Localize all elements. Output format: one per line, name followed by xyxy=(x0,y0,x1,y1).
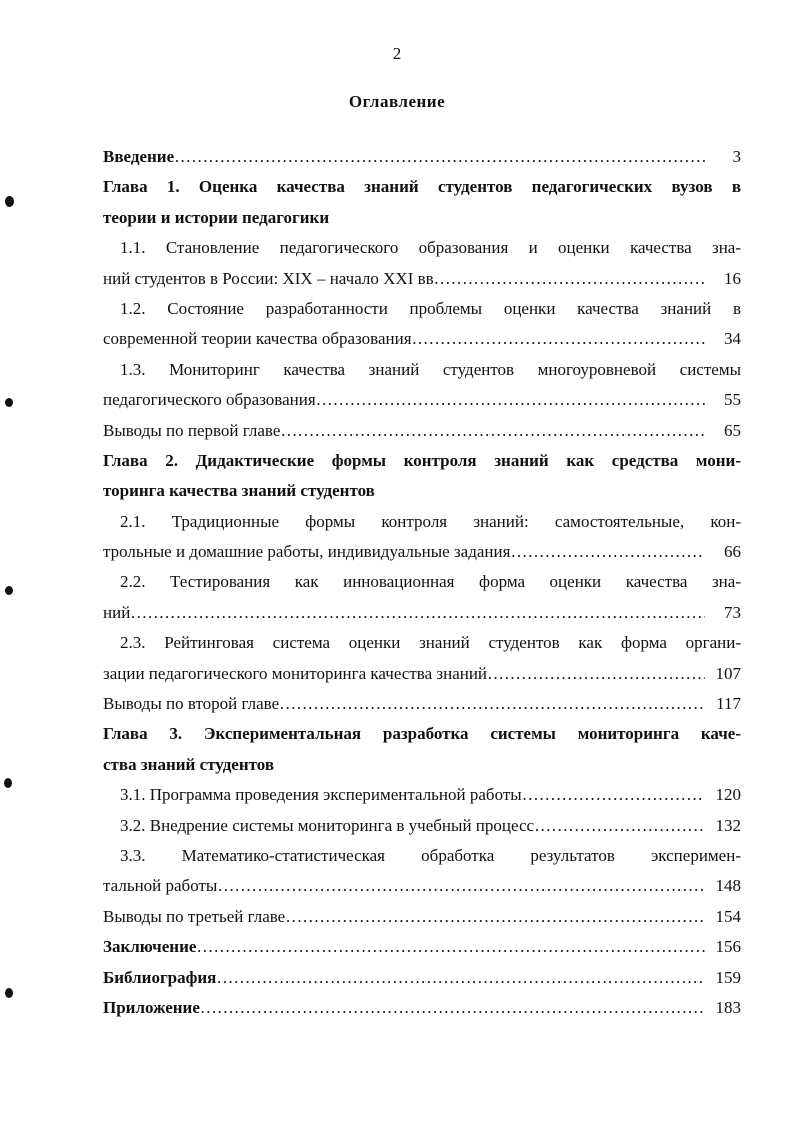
toc-entry xyxy=(103,963,741,993)
page-ref: 3 xyxy=(732,147,741,166)
dot-leader xyxy=(285,902,705,932)
dot-leader xyxy=(196,932,705,962)
section-entry xyxy=(103,871,741,901)
entry-text: ний xyxy=(103,602,131,622)
section-entry xyxy=(103,780,741,810)
entry-text: Выводы по третьей главе xyxy=(103,906,286,926)
table-of-contents xyxy=(103,142,741,1023)
page-ref: 66 xyxy=(724,542,741,562)
dot-leader xyxy=(412,324,705,354)
entry-text: Заключение xyxy=(103,937,197,957)
scan-mark xyxy=(5,988,13,998)
page-ref: 16 xyxy=(724,268,741,288)
dot-leader xyxy=(216,963,705,993)
scan-mark xyxy=(5,196,14,207)
toc-entry xyxy=(103,416,741,446)
entry-text: Библиография xyxy=(103,967,217,987)
dot-leader xyxy=(510,537,705,567)
page-ref: 159 xyxy=(715,967,741,987)
page-ref: 107 xyxy=(715,663,741,683)
section-entry xyxy=(103,264,741,294)
page-ref: 183 xyxy=(715,997,741,1017)
entry-text: зации педагогического мониторинга качества знаний xyxy=(103,663,488,683)
dot-leader xyxy=(217,871,705,901)
dot-leader xyxy=(434,264,705,294)
chapter-heading: Глава 2. Дидактические формы контроля знаний как средства мони- xyxy=(103,450,741,470)
page-ref: 156 xyxy=(715,937,741,957)
entry-text: Выводы по первой главе xyxy=(103,420,281,440)
chapter-heading: ства знаний студентов xyxy=(103,754,275,774)
section-entry: 3.3. Математико-статистическая обработка результатов эксперимен- xyxy=(120,845,741,865)
scan-mark xyxy=(5,398,13,407)
chapter-heading: теории и истории педагогики xyxy=(103,207,330,227)
page-ref: 117 xyxy=(716,694,741,714)
toc-entry xyxy=(103,993,741,1023)
section-entry: 2.3. Рейтинговая система оценки знаний студентов как форма органи- xyxy=(120,633,741,653)
page-ref: 34 xyxy=(724,329,741,349)
section-entry xyxy=(103,811,741,841)
page-ref: 154 xyxy=(715,906,741,926)
section-entry: 2.1. Традиционные формы контроля знаний: самостоятельные, кон- xyxy=(120,511,741,531)
entry-text: Введение xyxy=(103,147,175,166)
page-ref: 120 xyxy=(715,785,741,805)
page-ref: 148 xyxy=(715,876,741,896)
chapter-heading: Глава 3. Экспериментальная разработка системы мониторинга каче- xyxy=(103,724,741,744)
toc-entry xyxy=(103,932,741,962)
page-ref: 73 xyxy=(724,602,741,622)
toc-title: Оглавление xyxy=(348,92,446,111)
entry-text: педагогического образования xyxy=(103,390,316,410)
dot-leader xyxy=(522,780,705,810)
page-ref: 55 xyxy=(724,390,741,410)
dot-leader xyxy=(200,993,705,1023)
section-entry xyxy=(103,598,741,628)
entry-text: трольные и домашние работы, индивидуальные задания xyxy=(103,542,511,562)
page-ref: 132 xyxy=(715,815,741,835)
section-entry: 2.2. Тестирования как инновационная форма оценки качества зна- xyxy=(120,572,741,592)
chapter-heading: торинга качества знаний студентов xyxy=(103,481,375,501)
section-entry xyxy=(103,324,741,354)
section-entry xyxy=(103,659,741,689)
section-entry xyxy=(103,385,741,415)
page-number: 2 xyxy=(392,44,402,63)
section-entry: 1.1. Становление педагогического образования и оценки качества зна- xyxy=(120,238,741,258)
scan-mark xyxy=(4,778,12,788)
section-entry: 1.2. Состояние разработанности проблемы оценки качества знаний в xyxy=(120,298,741,318)
dot-leader xyxy=(279,689,705,719)
entry-text: 3.1. Программа проведения экспериментальной работы xyxy=(120,785,522,805)
dot-leader xyxy=(534,811,705,841)
scan-mark xyxy=(5,586,13,595)
dot-leader xyxy=(130,598,705,628)
section-entry: 1.3. Мониторинг качества знаний студентов многоуровневой системы xyxy=(120,359,741,379)
toc-entry xyxy=(103,902,741,932)
entry-text: Выводы по второй главе xyxy=(103,694,280,714)
dot-leader xyxy=(174,142,705,172)
entry-text: тальной работы xyxy=(103,876,218,896)
dot-leader xyxy=(487,659,705,689)
toc-entry xyxy=(103,142,741,172)
section-entry xyxy=(103,537,741,567)
toc-entry xyxy=(103,689,741,719)
entry-text: ний студентов в России: XIX – начало XXI вв xyxy=(103,268,434,288)
dot-leader xyxy=(280,416,705,446)
entry-text: современной теории качества образования xyxy=(103,329,412,349)
entry-text: Приложение xyxy=(103,997,200,1017)
entry-text: 3.2. Внедрение системы мониторинга в учебный процесс xyxy=(120,815,535,835)
dot-leader xyxy=(316,385,705,415)
chapter-heading: Глава 1. Оценка качества знаний студентов педагогических вузов в xyxy=(103,177,741,197)
page-ref: 65 xyxy=(724,420,741,440)
